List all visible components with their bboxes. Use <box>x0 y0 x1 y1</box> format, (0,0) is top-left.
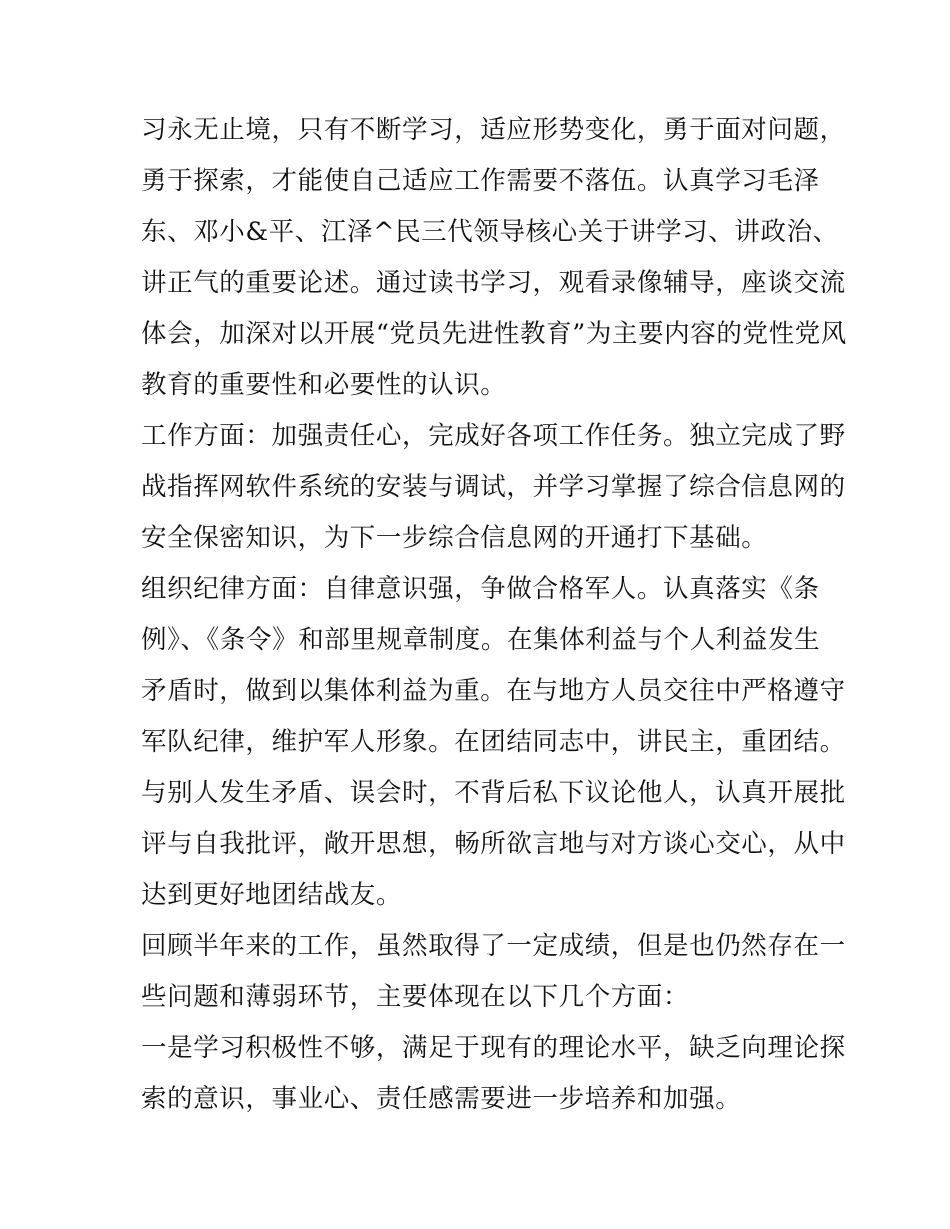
text-line: 讲正气的重要论述。通过读书学习，观看录像辅导，座谈交流 <box>141 268 846 298</box>
text-line: 军队纪律，维护军人形象。在团结同志中，讲民主，重团结。 <box>141 727 846 757</box>
text-line: 评与自我批评，敞开思想，畅所欲言地与对方谈心交心，从中 <box>141 829 846 859</box>
text-line: 索的意识，事业心、责任感需要进一步培养和加强。 <box>141 1084 742 1114</box>
text-line: 体会，加深对以开展“党员先进性教育”为主要内容的党性党风 <box>141 319 847 349</box>
document-body <box>141 105 847 1125</box>
text-line: 东、邓小&平、江泽^民三代领导核心关于讲学习、讲政治、 <box>141 217 839 247</box>
text-line: 例》、《条令》和部里规章制度。在集体利益与个人利益发生 <box>141 625 821 655</box>
text-line: 与别人发生矛盾、误会时，不背后私下议论他人，认真开展批 <box>141 778 846 808</box>
text-line: 勇于探索，才能使自己适应工作需要不落伍。认真学习毛泽 <box>141 166 820 196</box>
text-line: 组织纪律方面：自律意识强，争做合格军人。认真落实《条 <box>141 574 820 604</box>
text-line: 矛盾时，做到以集体利益为重。在与地方人员交往中严格遵守 <box>141 676 846 706</box>
text-line: 教育的重要性和必要性的认识。 <box>141 370 507 400</box>
text-line: 些问题和薄弱环节，主要体现在以下几个方面： <box>141 982 690 1012</box>
text-line: 回顾半年来的工作，虽然取得了一定成绩，但是也仍然存在一 <box>141 931 846 961</box>
text-line: 战指挥网软件系统的安装与调试，并学习掌握了综合信息网的 <box>141 472 846 502</box>
text-line: 达到更好地团结战友。 <box>141 880 403 910</box>
text-line: 一是学习积极性不够，满足于现有的理论水平，缺乏向理论探 <box>141 1033 846 1063</box>
text-line: 工作方面：加强责任心，完成好各项工作任务。独立完成了野 <box>141 421 846 451</box>
text-line: 安全保密知识，为下一步综合信息网的开通打下基础。 <box>141 523 768 553</box>
text-line: 习永无止境，只有不断学习，适应形势变化，勇于面对问题， <box>141 115 846 145</box>
